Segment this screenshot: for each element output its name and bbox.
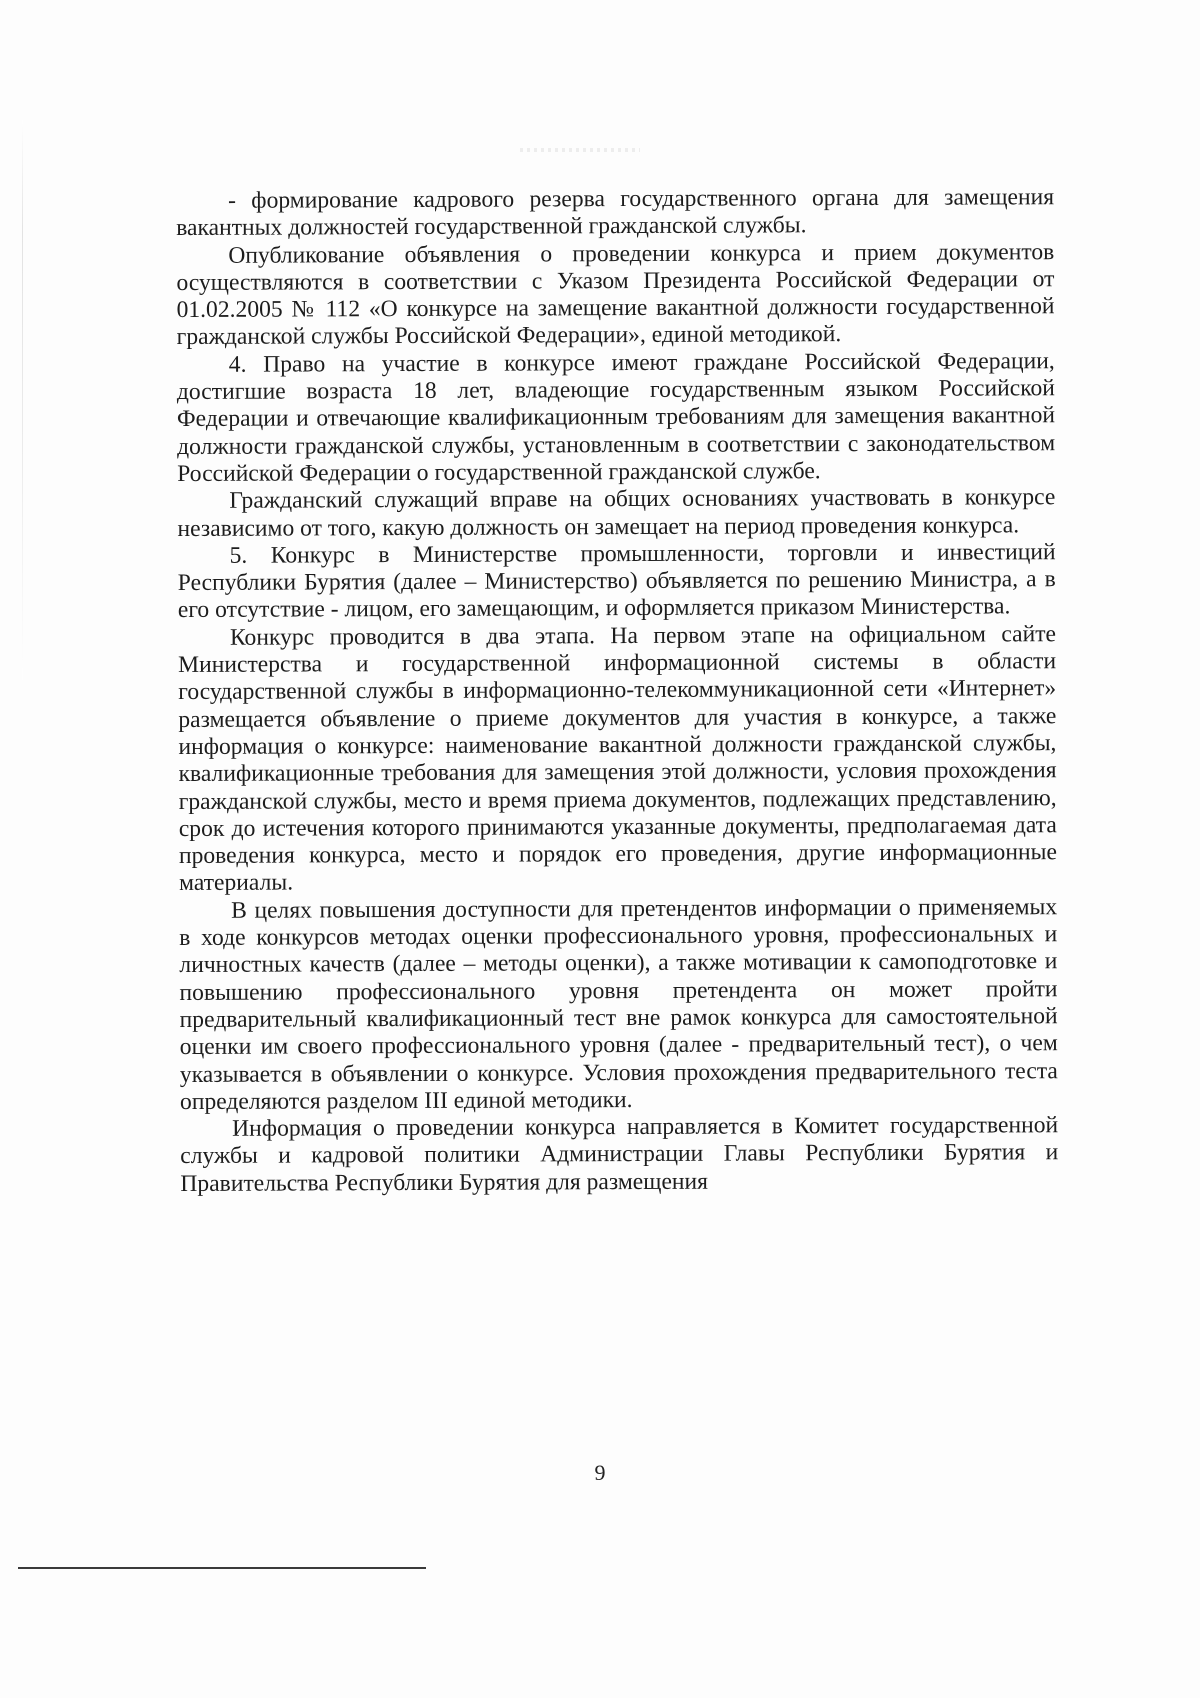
body-text — [176, 184, 1058, 1198]
footnote-separator-line — [18, 1567, 426, 1569]
paragraph: Конкурс проводится в два этапа. На первом этапе на официальном сайте Министерства и государственной информационной системы в области государственной службы в информационно-телекоммуникационной сети «Интернет» размещается объявление о приеме документов для участия в конкурсе, а также информация о конкурсе: наименование вакантной должности гражданской службы, квалификационные требования для замещения этой должности, условия прохождения гражданской службы, место и время приема документов, подлежащих представлению, срок до истечения которого принимаются указанные документы, предполагаемая дата проведения конкурса, место и порядок его проведения, другие информационные материалы. — [178, 620, 1057, 897]
paragraph: Информация о проведении конкурса направляется в Комитет государственной службы и кадровой политики Администрации Главы Республики Бурятия и Правительства Республики Бурятия для размещения — [180, 1112, 1059, 1197]
scan-edge-mark — [22, 120, 23, 680]
paragraph: 4. Право на участие в конкурсе имеют граждане Российской Федерации, достигшие возраста 18 лет, владеющие государственным языком Российской Федерации и отвечающие квалификационным требованиям для замещения вакантной должности гражданской службы, установленным в соответствии с законодательством Российской Федерации о государственной гражданской службе. — [176, 347, 1056, 487]
paragraph: - формирование кадрового резерва государственного органа для замещения вакантных должностей государственной гражданской службы. — [176, 184, 1055, 242]
scan-noise-mark — [520, 148, 640, 152]
paragraph: Гражданский служащий вправе на общих основаниях участвовать в конкурсе независимо от того, какую должность он замещает на период проведения конкурса. — [177, 484, 1056, 542]
paragraph: Опубликование объявления о проведении конкурса и прием документов осуществляются в соответствии с Указом Президента Российской Федерации от 01.02.2005 № 112 «О конкурсе на замещение вакантной должности государственной гражданской службы Российской Федерации», единой методикой. — [176, 238, 1055, 351]
page-number: 9 — [594, 1460, 606, 1485]
paragraph: 5. Конкурс в Министерстве промышленности, торговли и инвестиций Республики Бурятия (далее – Министерство) объявляется по решению Министра, а в его отсутствие - лицом, его замещающим, и оформляется приказом Министерства. — [177, 539, 1056, 624]
paragraph: В целях повышения доступности для претендентов информации о применяемых в ходе конкурсов методах оценки профессионального уровня, профессиональных и личностных качеств (далее – методы оценки), а также мотивации к самоподготовке и повышению профессионального уровня претендента он может пройти предварительный квалификационный тест вне рамок конкурса для самостоятельной оценки им своего профессионального уровня (далее - предварительный тест), о чем указывается в объявлении о конкурсе. Условия прохождения предварительного теста определяются разделом III единой методики. — [179, 893, 1058, 1115]
